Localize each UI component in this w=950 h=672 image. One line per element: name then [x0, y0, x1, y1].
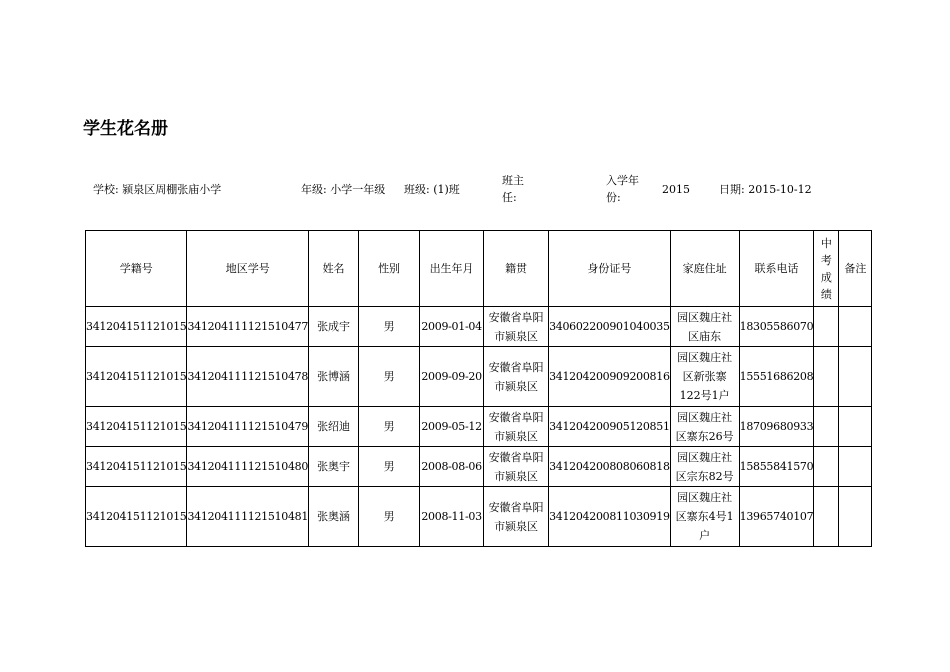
date-label: 日期: 2015-10-12	[719, 183, 812, 196]
header-student-no: 学籍号	[86, 231, 187, 307]
table-row	[86, 407, 872, 447]
header-remark: 备注	[839, 231, 872, 307]
cell-address: 园区魏庄社区寨东26号	[670, 407, 739, 447]
table-row	[86, 347, 872, 407]
cell-student-no: 341204151121015	[86, 307, 187, 347]
cell-exam-score	[814, 407, 839, 447]
teacher-label	[502, 172, 524, 206]
cell-address: 园区魏庄社区新张寨122号1户	[670, 347, 739, 407]
header-region-no: 地区学号	[187, 231, 309, 307]
cell-origin: 安徽省阜阳市颍泉区	[484, 407, 549, 447]
cell-region-no: 341204111121510480	[187, 447, 309, 487]
cell-exam-score	[814, 487, 839, 547]
cell-gender: 男	[359, 447, 420, 487]
cell-region-no: 341204111121510477	[187, 307, 309, 347]
cell-name: 张博涵	[309, 347, 359, 407]
enroll-year-label	[606, 172, 639, 206]
cell-id-no: 341204200909200816	[549, 347, 671, 407]
header-gender: 性别	[359, 231, 420, 307]
cell-origin: 安徽省阜阳市颍泉区	[484, 487, 549, 547]
enroll-year-line1: 入学年	[606, 174, 639, 187]
cell-region-no: 341204111121510481	[187, 487, 309, 547]
enroll-year-line2: 份:	[606, 191, 621, 204]
cell-remark	[839, 307, 872, 347]
cell-phone: 18305586070	[739, 307, 814, 347]
cell-remark	[839, 407, 872, 447]
class-label: 班级: (1)班	[404, 183, 460, 196]
cell-id-no: 341204200808060818	[549, 447, 671, 487]
cell-region-no: 341204111121510479	[187, 407, 309, 447]
header-exam-score: 中考成绩	[814, 231, 839, 307]
cell-gender: 男	[359, 407, 420, 447]
cell-remark	[839, 347, 872, 407]
teacher-label-line2: 任:	[502, 191, 517, 204]
cell-birth: 2009-09-20	[420, 347, 484, 407]
cell-phone: 15551686208	[739, 347, 814, 407]
cell-address: 园区魏庄社区庙东	[670, 307, 739, 347]
cell-address: 园区魏庄社区寨东4号1户	[670, 487, 739, 547]
student-roster-table	[85, 230, 872, 547]
grade-label: 年级: 小学一年级	[301, 183, 386, 196]
cell-student-no: 341204151121015	[86, 447, 187, 487]
cell-id-no: 340602200901040035	[549, 307, 671, 347]
cell-gender: 男	[359, 347, 420, 407]
cell-origin: 安徽省阜阳市颍泉区	[484, 307, 549, 347]
cell-name: 张奥宇	[309, 447, 359, 487]
cell-birth: 2008-08-06	[420, 447, 484, 487]
cell-origin: 安徽省阜阳市颍泉区	[484, 347, 549, 407]
cell-remark	[839, 487, 872, 547]
cell-student-no: 341204151121015	[86, 347, 187, 407]
header-origin: 籍贯	[484, 231, 549, 307]
cell-student-no: 341204151121015	[86, 487, 187, 547]
cell-exam-score	[814, 347, 839, 407]
cell-name: 张奥涵	[309, 487, 359, 547]
header-phone: 联系电话	[739, 231, 814, 307]
cell-birth: 2009-01-04	[420, 307, 484, 347]
cell-exam-score	[814, 307, 839, 347]
cell-birth: 2009-05-12	[420, 407, 484, 447]
cell-remark	[839, 447, 872, 487]
cell-id-no: 341204200905120851	[549, 407, 671, 447]
cell-student-no: 341204151121015	[86, 407, 187, 447]
cell-gender: 男	[359, 487, 420, 547]
cell-birth: 2008-11-03	[420, 487, 484, 547]
table-row	[86, 487, 872, 547]
cell-origin: 安徽省阜阳市颍泉区	[484, 447, 549, 487]
page-title: 学生花名册	[83, 119, 168, 139]
teacher-label-line1: 班主	[502, 174, 524, 187]
table-row	[86, 447, 872, 487]
school-label: 学校: 颍泉区周棚张庙小学	[93, 183, 222, 196]
header-birth: 出生年月	[420, 231, 484, 307]
cell-exam-score	[814, 447, 839, 487]
cell-name: 张成宇	[309, 307, 359, 347]
header-id-no: 身份证号	[549, 231, 671, 307]
cell-phone: 13965740107	[739, 487, 814, 547]
cell-id-no: 341204200811030919	[549, 487, 671, 547]
cell-gender: 男	[359, 307, 420, 347]
header-address: 家庭住址	[670, 231, 739, 307]
cell-address: 园区魏庄社区宗东82号	[670, 447, 739, 487]
header-name: 姓名	[309, 231, 359, 307]
cell-phone: 15855841570	[739, 447, 814, 487]
table-header-row	[86, 231, 872, 307]
table-row	[86, 307, 872, 347]
cell-region-no: 341204111121510478	[187, 347, 309, 407]
enroll-year-value: 2015	[662, 183, 690, 196]
cell-name: 张绍迪	[309, 407, 359, 447]
cell-phone: 18709680933	[739, 407, 814, 447]
